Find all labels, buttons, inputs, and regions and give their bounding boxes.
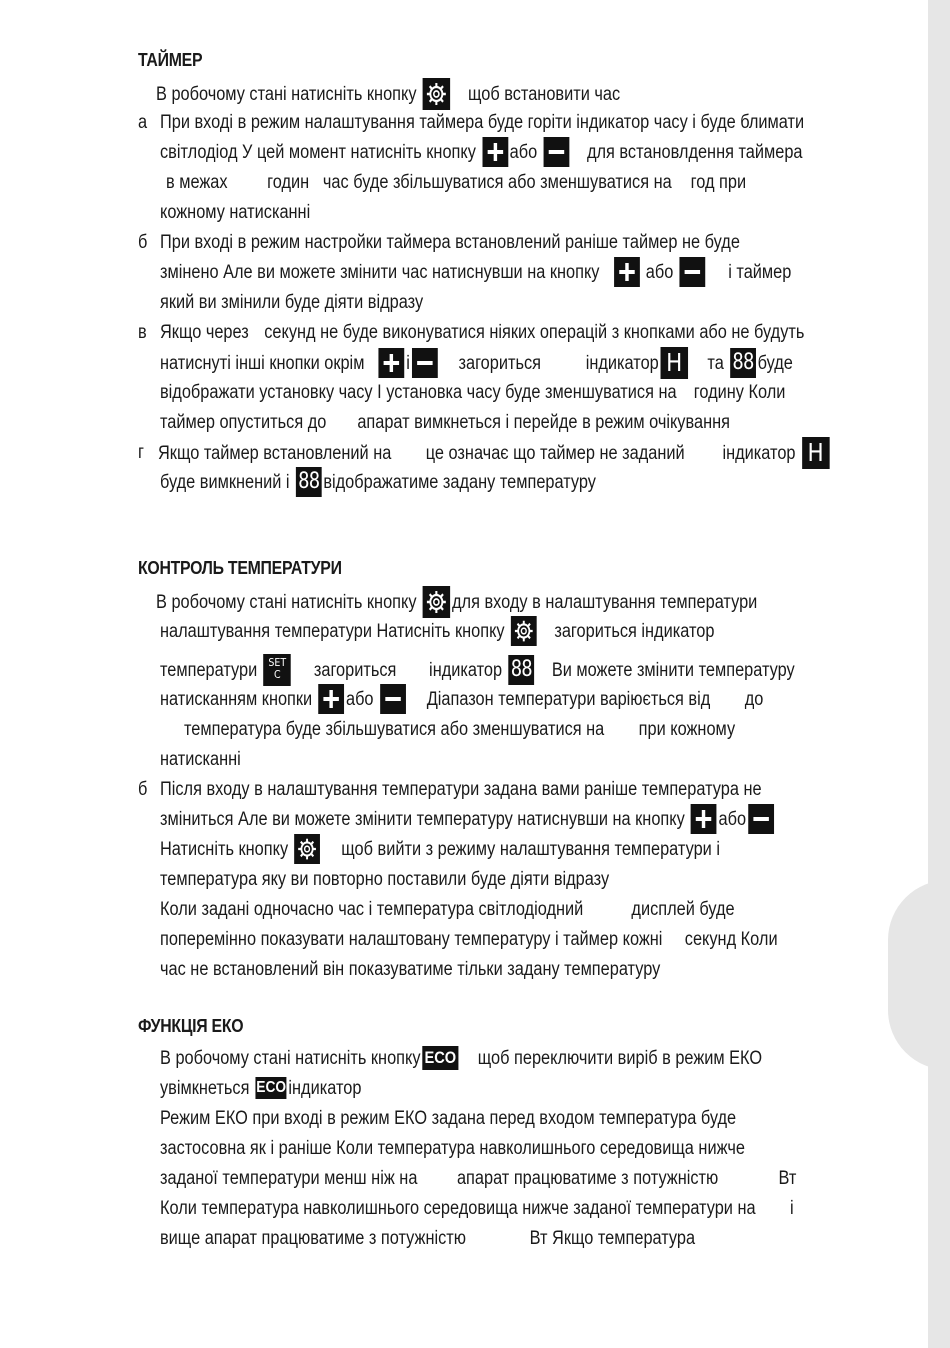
temp-b-line-7: час не встановлений він показуватиме тільки задану температуру — [160, 959, 661, 980]
eco-line-4: застосовна як і раніше Коли температура навколишнього середовища нижче — [160, 1138, 745, 1159]
temp-b-line-4: температура яку ви повторно поставили буде діяти відразу — [160, 869, 610, 890]
eco-line-6: Коли температура навколишнього середовища нижче заданої температури на і — [160, 1198, 794, 1219]
list-marker: г — [138, 442, 144, 463]
timer-c-line-4: таймер опуститься до апарат вимкнеться і перейде в режим очікування — [160, 412, 730, 433]
eco-line-5: заданої температури менш ніж на апарат працюватиме з потужністю Вт — [160, 1168, 797, 1189]
digit-display-icon: 88 — [730, 348, 756, 378]
timer-c-line-1: Якщо через секунд не буде виконуватися ніяких операцій з кнопками або не будуть — [160, 322, 805, 343]
gear-icon — [511, 616, 537, 646]
gear-icon — [423, 78, 451, 110]
temp-line-3: температури SET C загориться індикатор 88 Ви можете змінити температуру — [160, 655, 795, 685]
eco-button-icon: ECO — [422, 1046, 458, 1070]
gear-icon — [423, 586, 451, 618]
timer-intro-line: В робочому стані натисніть кнопку щоб встановити час — [156, 79, 620, 109]
plus-icon — [318, 684, 344, 714]
hour-indicator-icon: H — [802, 437, 830, 469]
timer-b-line-1: При вході в режим настройки таймера встановлений раніше таймер не буде — [160, 232, 740, 253]
temp-b-line-6: поперемінно показувати налаштовану температуру і таймер кожні секунд Коли — [160, 929, 778, 950]
timer-c-line-3: відображати установку часу І установка часу буде зменшуватися на годину Коли — [160, 382, 786, 403]
minus-icon — [748, 804, 774, 834]
list-marker: б — [138, 779, 148, 800]
list-marker: б — [138, 232, 148, 253]
timer-a-line-4: кожному натисканні — [160, 202, 311, 223]
timer-a-line-1: При вході в режим налаштування таймера буде горіти індикатор часу і буде блимати — [160, 112, 805, 133]
eco-line-7: вище апарат працюватиме з потужністю Вт Якщо температура — [160, 1228, 696, 1249]
temp-b-line-2: зміниться Але ви можете змінити температуру натиснувши на кнопку або — [160, 805, 775, 835]
plus-icon — [379, 348, 405, 378]
digit-display-icon: 88 — [508, 655, 534, 685]
minus-icon — [380, 684, 406, 714]
eco-heading: ФУНКЦІЯ ЕКО — [138, 1016, 244, 1036]
timer-d-line-1: Якщо таймер встановлений на це означає що таймер не заданий індикатор H — [158, 438, 831, 468]
side-margin-strip — [928, 0, 950, 1348]
minus-icon — [543, 137, 569, 167]
list-marker: а — [138, 112, 148, 133]
temp-b-line-3: Натисніть кнопку щоб вийти з режиму налаштування температури і — [160, 835, 720, 865]
hour-indicator-icon: H — [660, 347, 688, 379]
temp-line-2: налаштування температури Натисніть кнопку загориться індикатор — [160, 617, 714, 647]
timer-d-line-2: буде вимкнений і 88 відображатиме задану температуру — [160, 468, 596, 498]
temp-line-6: натисканні — [160, 749, 241, 770]
timer-a-line-3: в межах годин час буде збільшуватися або зменшуватися на год при — [166, 172, 747, 193]
digit-display-icon: 88 — [296, 467, 322, 497]
list-marker: в — [138, 322, 147, 343]
temp-line-1: В робочому стані натисніть кнопку для входу в налаштування температури — [156, 587, 757, 617]
set-temperature-icon: SET C — [264, 654, 292, 686]
gear-icon — [294, 834, 320, 864]
plus-icon — [482, 137, 508, 167]
temperature-heading: КОНТРОЛЬ ТЕМПЕРАТУРИ — [138, 558, 342, 578]
temp-b-line-1: Після входу в налаштування температури задана вами раніше температура не — [160, 779, 762, 800]
plus-icon — [614, 257, 640, 287]
timer-heading: ТАЙМЕР — [138, 50, 203, 70]
temp-b-line-5: Коли задані одночасно час і температура світлодіодний дисплей буде — [160, 899, 735, 920]
eco-line-2: увімкнеться ECO індикатор — [160, 1078, 362, 1099]
plus-icon — [691, 804, 717, 834]
timer-b-line-3: який ви змінили буде діяти відразу — [160, 292, 424, 313]
timer-a-line-2: світлодіод У цей момент натисніть кнопку або для встановлдення таймера — [160, 138, 803, 168]
eco-line-1: В робочому стані натисніть кнопку ECO щоб переключити виріб в режим ЕКО — [160, 1047, 763, 1069]
minus-icon — [680, 257, 706, 287]
temp-line-4: натисканням кнопки або Діапазон температури варіюється від до — [160, 685, 763, 715]
temp-line-5: температура буде збільшуватися або зменшуватися на при кожному — [184, 719, 736, 740]
eco-line-3: Режим ЕКО при вході в режим ЕКО задана перед входом температура буде — [160, 1108, 737, 1129]
timer-b-line-2: змінено Але ви можете змінити час натиснувши на кнопку або і таймер — [160, 258, 791, 288]
eco-indicator-icon: ECO — [256, 1077, 287, 1099]
minus-icon — [412, 348, 438, 378]
timer-c-line-2: натиснуті інші кнопки окрім і загориться індикатор H та 88 буде — [160, 348, 793, 377]
